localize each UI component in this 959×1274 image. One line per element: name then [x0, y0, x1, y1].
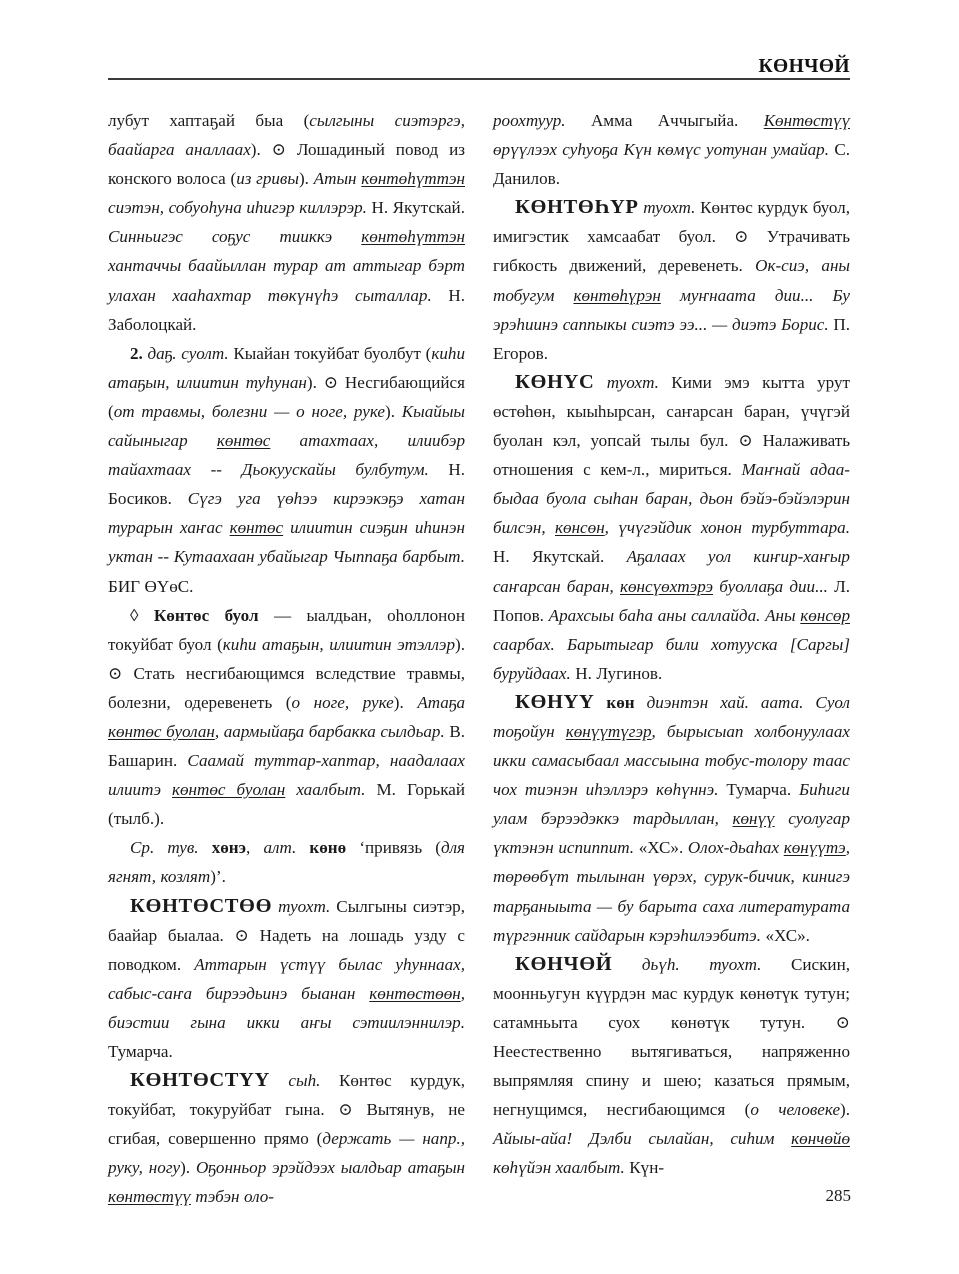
text-run: Кыайан токуйбат буолбут ( — [228, 343, 432, 363]
text-run: Тумарча. — [718, 780, 800, 800]
text-run: Көнтөс курдук, токуйбат, токуруйбат гына. ⊙ Вытянув, не сгибая, совершенно прямо ( — [108, 1071, 465, 1149]
cited-form: көнтөстөөн — [369, 983, 461, 1003]
text-run: П. Егоров. — [493, 314, 850, 363]
cited-form: көнтөһүттэн — [361, 169, 465, 189]
dictionary-paragraph — [493, 106, 850, 193]
text-run: Көнтөс курдук буол, имигэстик хамсаабат буол. ⊙ Утрачивать гибкость движений, деревенеть. — [493, 198, 850, 276]
text-run: С. Данилов. — [493, 140, 850, 189]
italic-run: Ок-сиэ, аны тобугум — [493, 256, 850, 305]
bold-run: 2. — [130, 343, 143, 363]
italic-run: киһи атаҕын, илиитин туһунан — [108, 343, 465, 392]
dictionary-paragraph — [108, 106, 465, 339]
dictionary-paragraph — [108, 833, 465, 891]
entry-headword: КӨНТӨСТӨӨ — [130, 894, 273, 917]
italic-run: Аҕалаах уол киҥир-хаҥыр саҥарсан баран, — [493, 547, 850, 596]
page-number: 285 — [825, 1186, 851, 1205]
italic-run: для ягнят, козлят — [108, 838, 465, 887]
text-run: «ХС». — [761, 925, 810, 945]
text-run: В. Башарин. — [108, 721, 466, 771]
cited-form: көнтөстүү — [108, 1187, 191, 1207]
italic-run: сылгыны сиэтэргэ, баайарга аналлаах — [108, 111, 465, 160]
italic-run: Маҥнай адаа-быдаа буола сыһан баран, дьон бэйэ-бэйэлэрин билсэн, — [493, 460, 850, 538]
text-run: , — [246, 838, 264, 858]
text-run: лубут хаптаҕай быа ( — [108, 111, 310, 130]
italic-run: Аттарын үстүү былас уһуннаах, сабыс-саҥа бирээдьинэ быанан — [108, 954, 466, 1003]
italic-run: Атын — [313, 169, 362, 189]
entry-headword: КӨНЧӨЙ — [515, 952, 613, 975]
italic-run: Атаҕа — [417, 692, 465, 712]
italic-run: о человеке — [750, 1100, 841, 1120]
italic-run: атахтаах, илиибэр тайахтаах -- Дьокуускайы булбутум. — [108, 431, 465, 480]
italic-run: саарбах. Барытыгар били хотууска [Саргы] буруйдаах. — [493, 634, 850, 683]
text-run: )’. — [210, 867, 226, 887]
dictionary-entry — [108, 1066, 465, 1211]
dictionary-paragraph — [108, 339, 465, 601]
cited-form: көнсөн — [555, 518, 605, 538]
text-run: Н. Заболоцкай. — [108, 285, 465, 334]
cited-form: көнсөр — [800, 605, 851, 625]
italic-run: туохт. — [272, 896, 331, 916]
text-run: Сискин, моонньугун күүрдэн мас курдук көнөтүк тутун; сатамньыта суох көнөтүк тутун. ⊙ Неестественно вытягиваться, напряженно выпрямляя спину и шею; казаться прямым, негнущимся, несгибающимся ( — [493, 954, 850, 1120]
entry-headword: КӨНҮҮ — [515, 690, 595, 713]
italic-run: хаалбыт. — [285, 780, 366, 800]
dictionary-paragraph — [108, 601, 465, 834]
text-run: БИГ ӨҮөС. — [108, 576, 194, 596]
italic-run: Биһиги улам бэрээдэккэ тардыллан, — [493, 780, 850, 829]
text-run: Н. Якутскай. — [366, 198, 465, 218]
text-run: Л. Попов. — [493, 576, 850, 625]
cited-form: көнсүөхтэрэ — [620, 576, 714, 596]
italic-run: , аармыйаҕа барбакка сылдьар. — [214, 721, 445, 741]
italic-run: туохт. — [638, 198, 696, 218]
italic-run: Сүгэ уга үөһээ кирээкэҕэ хатан турарын хаҥас — [108, 489, 466, 538]
text-run: ). ⊙ Стать несгибающимся вследствие травмы, болезни, одеревенеть ( — [108, 634, 465, 712]
italic-run: тэбэн оло- — [190, 1187, 274, 1207]
dictionary-entry — [493, 193, 850, 368]
italic-run: дьүһ. туохт. — [612, 954, 762, 974]
text-run: Кими эмэ кытта урут өстөһөн, кыыһырсан, саҥарсан баран, үчүгэй буолан кэл, уопсай тылы бул. ⊙ Налаживать отношения с кем-л., мириться. — [493, 372, 850, 480]
italic-run: роохтуур. — [493, 111, 566, 130]
cited-form: Көнтөстүү — [763, 111, 850, 130]
dictionary-entry — [493, 368, 850, 688]
dictionary-entry — [108, 892, 465, 1067]
text-run: ‘привязь ( — [346, 838, 441, 858]
italic-run: , биэстии гына икки аҥы сэтиилэннилэр. — [108, 983, 465, 1032]
italic-run: Арахсыы баһа аны саллайда. Аны — [548, 605, 801, 625]
italic-run: , төрөөбүт тылынан үөрэх, сурук-бичик, кинигэ тарҕаныыта — бу барыта саха литературата түргэнник сайдарын кэрэһилээбитэ. — [493, 838, 850, 945]
italic-run: Олох-дьаһах — [687, 838, 784, 858]
entry-headword: КӨНҮС — [515, 370, 595, 393]
running-head — [108, 46, 850, 80]
cited-form: көнчөйө — [791, 1129, 850, 1149]
header-rule — [108, 78, 850, 80]
italic-run: Синньигэс соҕус тииккэ — [108, 227, 362, 247]
italic-run: , үчүгэйдик хонон турбуттара. — [604, 518, 850, 538]
text-columns — [108, 106, 850, 1212]
italic-run: Оҕонньор эрэйдээх ыалдьар атаҕын — [195, 1158, 465, 1178]
italic-run: муҥнаата дии... Бу эрэһиинэ саппыкы сиэтэ ээ... — диэтэ Борис. — [493, 285, 850, 334]
italic-run: буоллаҕа дии... — [713, 576, 828, 596]
text-run: ). — [385, 401, 402, 421]
italic-run: Айыы-айа! Дэлби сылайан, сиһим — [493, 1129, 792, 1149]
left-column — [108, 106, 465, 1212]
italic-run: Кыайыы сайыныгар — [108, 401, 465, 451]
bold-run: Көнтөс буол — [153, 605, 259, 625]
italic-run: о ноге, руке — [291, 692, 394, 712]
text-run: Н. Лугинов. — [570, 663, 663, 683]
italic-run: из гривы — [236, 169, 299, 189]
italic-run: от травмы, болезни — о ноге, руке — [113, 401, 385, 421]
text-run: — ыалдьан, оһоллонон токуйбат буол ( — [108, 605, 466, 654]
dictionary-entry — [493, 950, 850, 1183]
text-run: ). ⊙ Лошадиный повод из конского волоса ( — [108, 140, 465, 189]
italic-run: илиитин сиэҕин иһинэн уктан -- Кутаахаан убайыгар Чыппаҕа барбыт. — [108, 518, 465, 567]
italic-run: Суол тоҕойун — [493, 692, 850, 741]
cited-form: көнтөс — [216, 431, 271, 451]
entry-headword: КӨНТӨСТҮҮ — [130, 1069, 270, 1092]
italic-run: суолугар үктэнэн испиппит. — [493, 809, 850, 858]
italic-run: держать — напр., руку, ногу — [108, 1129, 465, 1178]
italic-run: , бырысыап холбонуулаах икки самасыбаал массыына тобус-толору таас чох тиэнэн иһэллэрэ көһүннэ. — [493, 721, 850, 800]
bold-run: хөнэ — [198, 838, 247, 858]
text-run: Амма Аччыгыйа. — [565, 111, 764, 130]
italic-run: киһи атаҕын, илиитин этэллэр — [222, 634, 456, 654]
text-run: Тумарча. — [108, 1042, 173, 1061]
italic-run: Ср. тув. — [130, 838, 199, 858]
italic-run: өрүүлээх суһуоҕа Күн көмүс уотунан умайар. — [493, 140, 830, 160]
italic-run: алт. — [263, 838, 297, 858]
text-run: Н. Босиков. — [108, 460, 465, 509]
italic-run: даҕ. суолт. — [142, 343, 229, 363]
italic-run: көһүйэн хаалбыт. — [493, 1158, 625, 1178]
text-run: ). — [393, 692, 418, 712]
right-column — [493, 106, 850, 1212]
entry-headword: КӨНТӨҺҮР — [515, 196, 639, 219]
italic-run: сиэтэн, собуоһуна иһигэр киллэрэр. — [108, 198, 367, 218]
bold-run: көн — [594, 692, 635, 712]
bold-run: көнө — [296, 838, 347, 858]
cited-form: көнтөһүттэн — [361, 227, 465, 247]
cited-form: көнтөс буолан — [172, 780, 286, 800]
cited-form: көнтөс буолан — [108, 721, 215, 741]
cited-form: көнтөһүрэн — [573, 285, 661, 305]
text-run: ◊ — [130, 605, 154, 625]
text-run: ). — [180, 1158, 196, 1178]
text-run: ). — [840, 1100, 851, 1120]
text-run: «ХС». — [634, 838, 688, 858]
text-run — [803, 693, 815, 712]
text-run: М. Горькай (тылб.). — [108, 780, 465, 829]
cited-form: көнүү — [732, 809, 775, 829]
cited-form: көнтөс — [229, 518, 284, 538]
italic-run: туохт. — [594, 372, 659, 392]
text-run: Сылгыны сиэтэр, баайар быалаа. ⊙ Надеть на лошадь узду с поводком. — [108, 896, 465, 974]
italic-run: Саамай туттар-хаптар, наадалаах илиитэ — [108, 751, 465, 800]
cited-form: көнүүтэ — [783, 838, 846, 858]
cited-form: көнүүтүгэр — [565, 721, 652, 741]
italic-run: хантаччы баайыллан турар ат аттыгар бэрт улахан хааһахтар төкүнүһэ сыталлар. — [108, 256, 465, 305]
text-run: Н. Якутскай. — [493, 547, 627, 567]
italic-run: сыһ. — [269, 1071, 321, 1091]
italic-run: диэнтэн хай. аата. — [634, 692, 804, 712]
text-run: Күн- — [624, 1158, 665, 1178]
text-run: ). ⊙ Несгибающийся ( — [108, 372, 465, 421]
running-head-title: КӨНЧӨЙ — [758, 55, 850, 77]
text-run: ). — [298, 169, 314, 189]
dictionary-entry — [493, 688, 850, 950]
